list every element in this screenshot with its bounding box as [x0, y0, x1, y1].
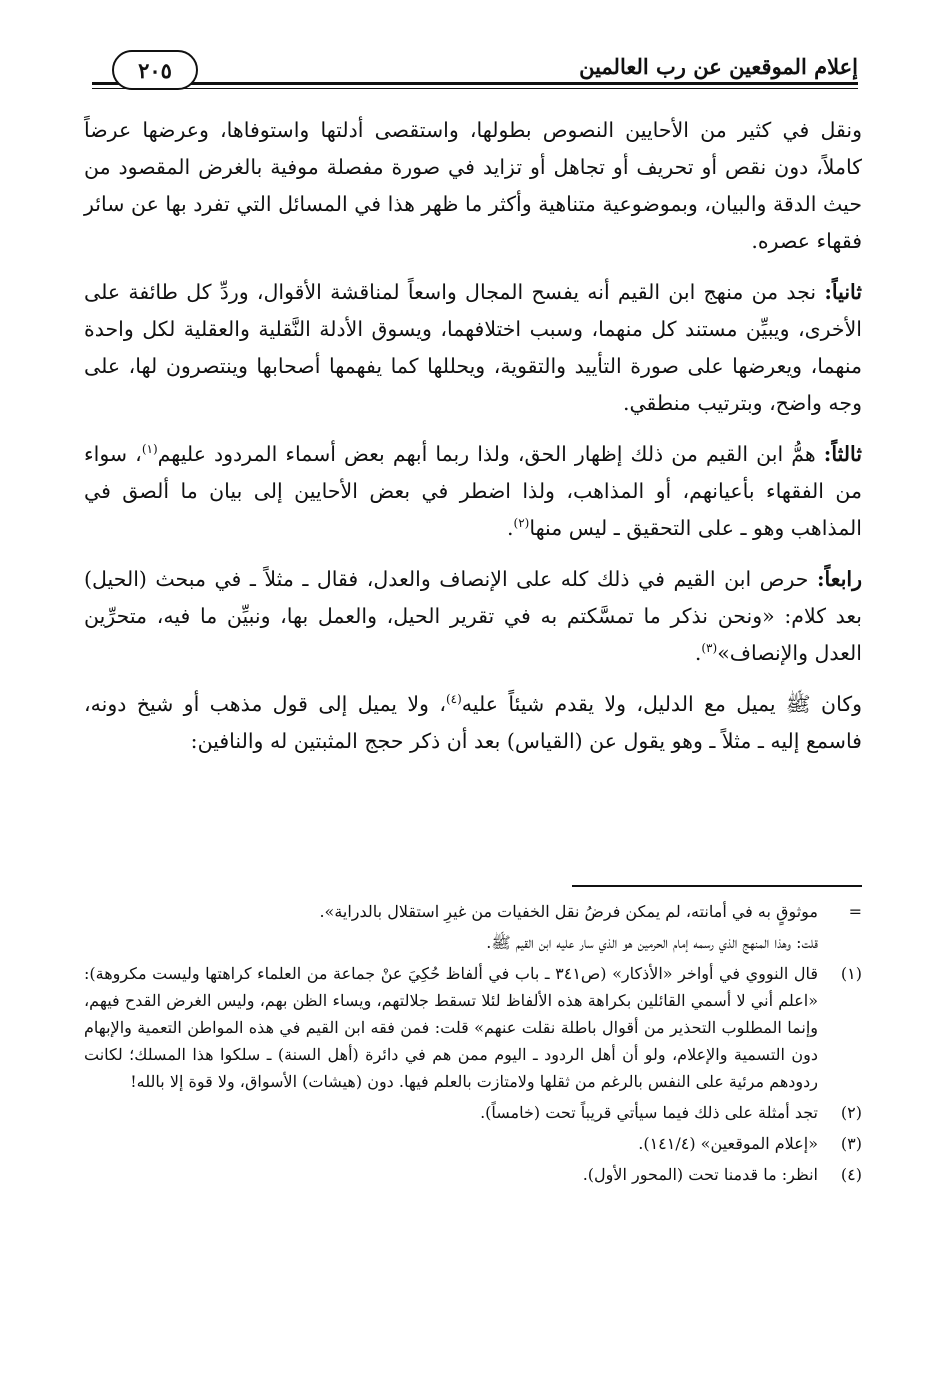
footnote-ref-1: (١) — [141, 442, 158, 457]
paragraph-5 — [84, 686, 862, 760]
paragraph-1 — [84, 112, 862, 260]
paragraph-3-text-c: . — [506, 516, 514, 540]
page-number: ٢٠٥ — [112, 50, 198, 90]
paragraph-2-text: نجد من منهج ابن القيم أنه يفسح المجال واسعاً لمناقشة الأقوال، وردِّ كل طائفة على الأخرى، ويبيِّن مستند كل منهما، وسبب اختلافهما، ويسوق الأدلة النَّقلية والعقلية لكل واحدة منهما، ويعرضها على صورة التأييد والتقوية، ويحللها كما يفهمها أصحابها وينتصرون لها، على وجه واضح، وبترتيب منطقي. — [84, 280, 862, 415]
footnote-3-text: «إعلام الموقعين» (١٤١/٤). — [638, 1134, 818, 1153]
footnote-separator — [572, 885, 862, 887]
footnote-continuation-comment: قلت: وهذا المنهج الذي رسمه إمام الحرمين هو الذي سار عليه ابن القيم ﷺ. — [486, 933, 818, 952]
footnote-continuation-marker: = — [848, 902, 862, 921]
footnote-ref-4: (٤) — [445, 692, 462, 707]
footnote-3-marker: (٣) — [840, 1134, 862, 1153]
paragraph-5-text-a: وكان ﷺ يميل مع الدليل، ولا يقدم شيئاً عليه — [461, 692, 862, 716]
main-text — [84, 112, 862, 774]
footnotes — [84, 898, 862, 1192]
paragraph-1-text: ونقل في كثير من الأحايين النصوص بطولها، واستقصى أدلتها واستوفاها، وعرضها عرضاً كاملاً، دون نقص أو تحريف أو تجاهل أو تزايد في صورة مفصلة موفية بالغرض المقصود من حيث الدقة والبيان، وبموضوعية متناهية وأكثر ما ظهر هذا في المسائل التي تفرد بها عن سائر فقهاء عصره. — [84, 118, 862, 253]
header-rule-thick — [92, 82, 858, 85]
paragraph-5-text-b: ، ولا يميل إلى قول مذهب أو شيخ دونه، فاسمع إليه ـ مثلاً ـ وهو يقول عن (القياس) بعد أن ذكر حجج المثبتين له والنافين: — [84, 692, 862, 753]
footnote-4 — [84, 1161, 862, 1188]
footnote-continuation — [84, 898, 862, 925]
paragraph-3 — [84, 436, 862, 547]
paragraph-4-lead: رابعاً: — [816, 567, 862, 591]
footnote-1 — [84, 960, 862, 1095]
paragraph-4 — [84, 561, 862, 672]
paragraph-3-text-a: همُّ ابن القيم من ذلك إظهار الحق، ولذا ربما أبهم بعض أسماء المردود عليهم — [157, 442, 824, 466]
footnote-ref-3: (٣) — [701, 641, 718, 656]
paragraph-4-text-b: . — [694, 641, 702, 665]
paragraph-3-text-b: ، سواء من الفقهاء بأعيانهم، أو المذاهب، ولذا اضطر في بعض الأحايين إلى بيان ما ألصق في المذاهب وهو ـ على التحقيق ـ ليس منها — [84, 442, 862, 540]
paragraph-3-lead: ثالثاً: — [823, 442, 862, 466]
running-header — [92, 48, 858, 100]
header-rule-thin — [92, 88, 858, 89]
book-title: إعلام الموقعين عن رب العالمين — [579, 54, 858, 79]
footnote-3 — [84, 1130, 862, 1157]
footnote-ref-2: (٢) — [513, 516, 530, 531]
paragraph-2-lead: ثانياً: — [824, 280, 862, 304]
footnote-1-marker: (١) — [840, 964, 862, 983]
footnote-1-text: قال النووي في أواخر «الأذكار» (ص٣٤١ ـ باب في ألفاظ حُكِيَ عنْ جماعة من العلماء كراهتها وليست مكروهة): «اعلم أني لا أسمي القائلين بكراهة هذه الألفاظ لئلا تسقط جلالتهم، ويساء الظن بهم، وليس الغرض القدح فيهم، وإنما المطلوب التحذير من أقوال باطلة نقلت عنهم» قلت: فمن فقه ابن القيم في هذه المواطن التعمية والإبهام دون التسمية والإعلام، ولو أن أهل الردود ـ اليوم ممن هم في دائرة (أهل السنة) ـ سلكوا هذا المسلك؛ لكانت ردودهم مرئية على النفس بالرغم من ثقلها ولامتازت بالعلم فيها. دون (هيشات) الأسواق، ولا قوة إلا بالله! — [84, 964, 819, 1091]
footnote-4-marker: (٤) — [840, 1165, 862, 1184]
footnote-2-text: تجد أمثلة على ذلك فيما سيأتي قريباً تحت (خامساً). — [480, 1103, 818, 1122]
paragraph-2 — [84, 274, 862, 422]
footnote-continuation-text: موثوقٍ به في أمانته، لم يمكن فرضُ نقل الخفيات من غيرِ استقلال بالدراية». — [319, 902, 818, 921]
footnote-2-marker: (٢) — [840, 1103, 862, 1122]
paragraph-4-text-a: حرص ابن القيم في ذلك كله على الإنصاف والعدل، فقال ـ مثلاً ـ في مبحث (الحيل) بعد كلام: «ونحن نذكر ما تمسَّكتم به في تقرير الحيل، والعمل بها، ونبيِّن ما فيه، متحرِّين العدل والإنصاف» — [84, 567, 862, 665]
footnote-4-text: انظر: ما قدمنا تحت (المحور الأول). — [582, 1165, 818, 1184]
footnote-2 — [84, 1099, 862, 1126]
